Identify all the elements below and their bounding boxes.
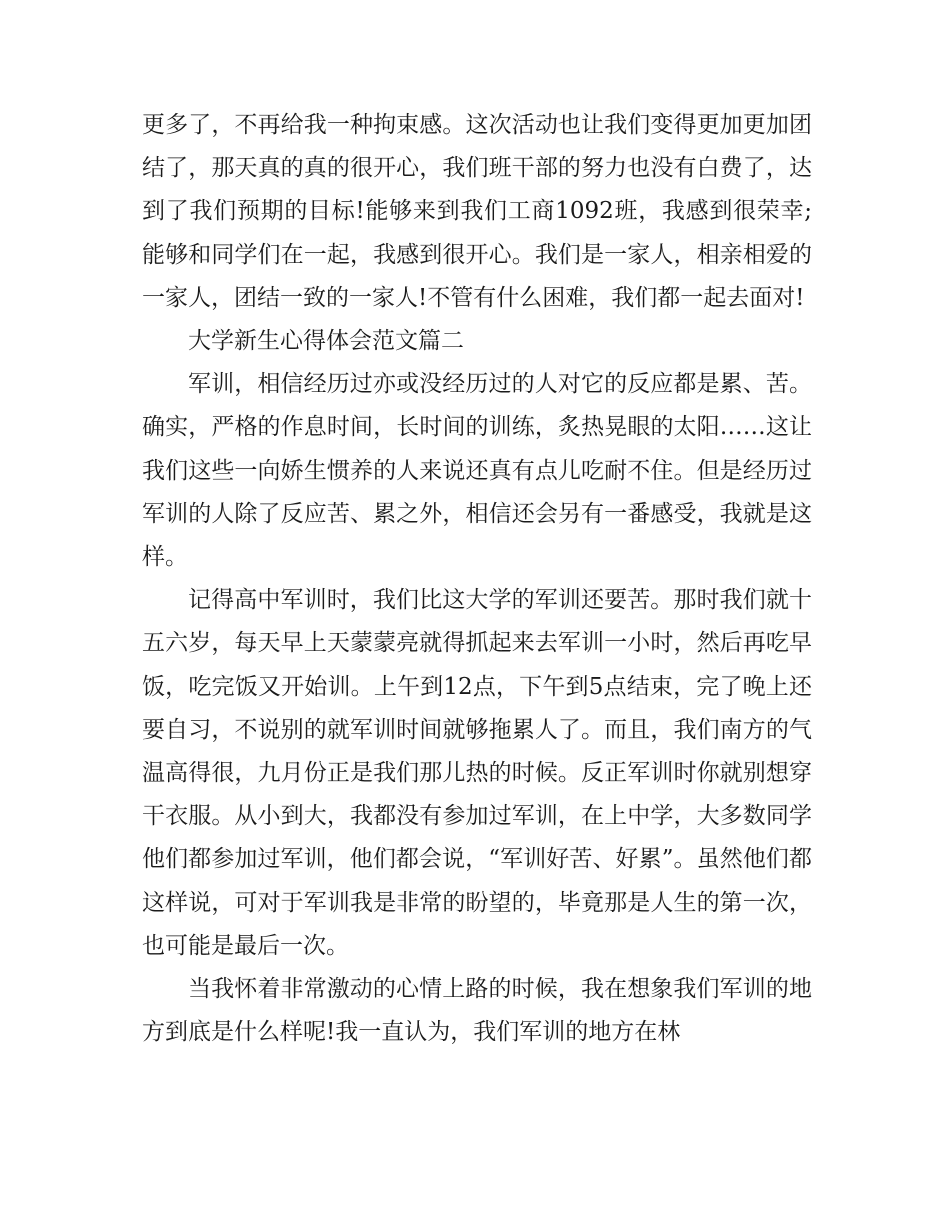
paragraph-continuation: 更多了，不再给我一种拘束感。这次活动也让我们变得更加更加团结了，那天真的真的很开心，我们班干部的努力也没有白费了，达到了我们预期的目标!能够来到我们工商1092班，我感到很荣幸;能够和同学们在一起，我感到很开心。我们是一家人，相亲相爱的一家人，团结一致的一家人!不管有什么困难，我们都一起去面对! xyxy=(142,112,812,311)
section-heading: 大学新生心得体会范文篇二 xyxy=(188,328,464,355)
paragraph-journey: 当我怀着非常激动的心情上路的时候，我在想象我们军训的地方到底是什么样呢!我一直认为，我们军训的地方在林 xyxy=(142,976,812,1046)
paragraph-high-school-training: 记得高中军训时，我们比这大学的军训还要苦。那时我们就十五六岁，每天早上天蒙蒙亮就得抓起来去军训一小时，然后再吃早饭，吃完饭又开始训。上午到12点，下午到5点结束，完了晚上还要自习，不说别的就军训时间就够拖累人了。而且，我们南方的气温高得很，九月份正是我们那儿热的时候。反正军训时你就别想穿干衣服。从小到大，我都没有参加过军训，在上中学，大多数同学他们都参加过军训，他们都会说，“军训好苦、好累”。虽然他们都这样说，可对于军训我是非常的盼望的，毕竟那是人生的第一次，也可能是最后一次。 xyxy=(142,587,812,959)
document-body xyxy=(142,104,812,1054)
paragraph-military-training-intro: 军训，相信经历过亦或没经历过的人对它的反应都是累、苦。确实，严格的作息时间，长时间的训练，炙热晃眼的太阳……这让我们这些一向娇生惯养的人来说还真有点儿吃耐不住。但是经历过军训的人除了反应苦、累之外，相信还会另有一番感受，我就是这样。 xyxy=(142,371,812,571)
